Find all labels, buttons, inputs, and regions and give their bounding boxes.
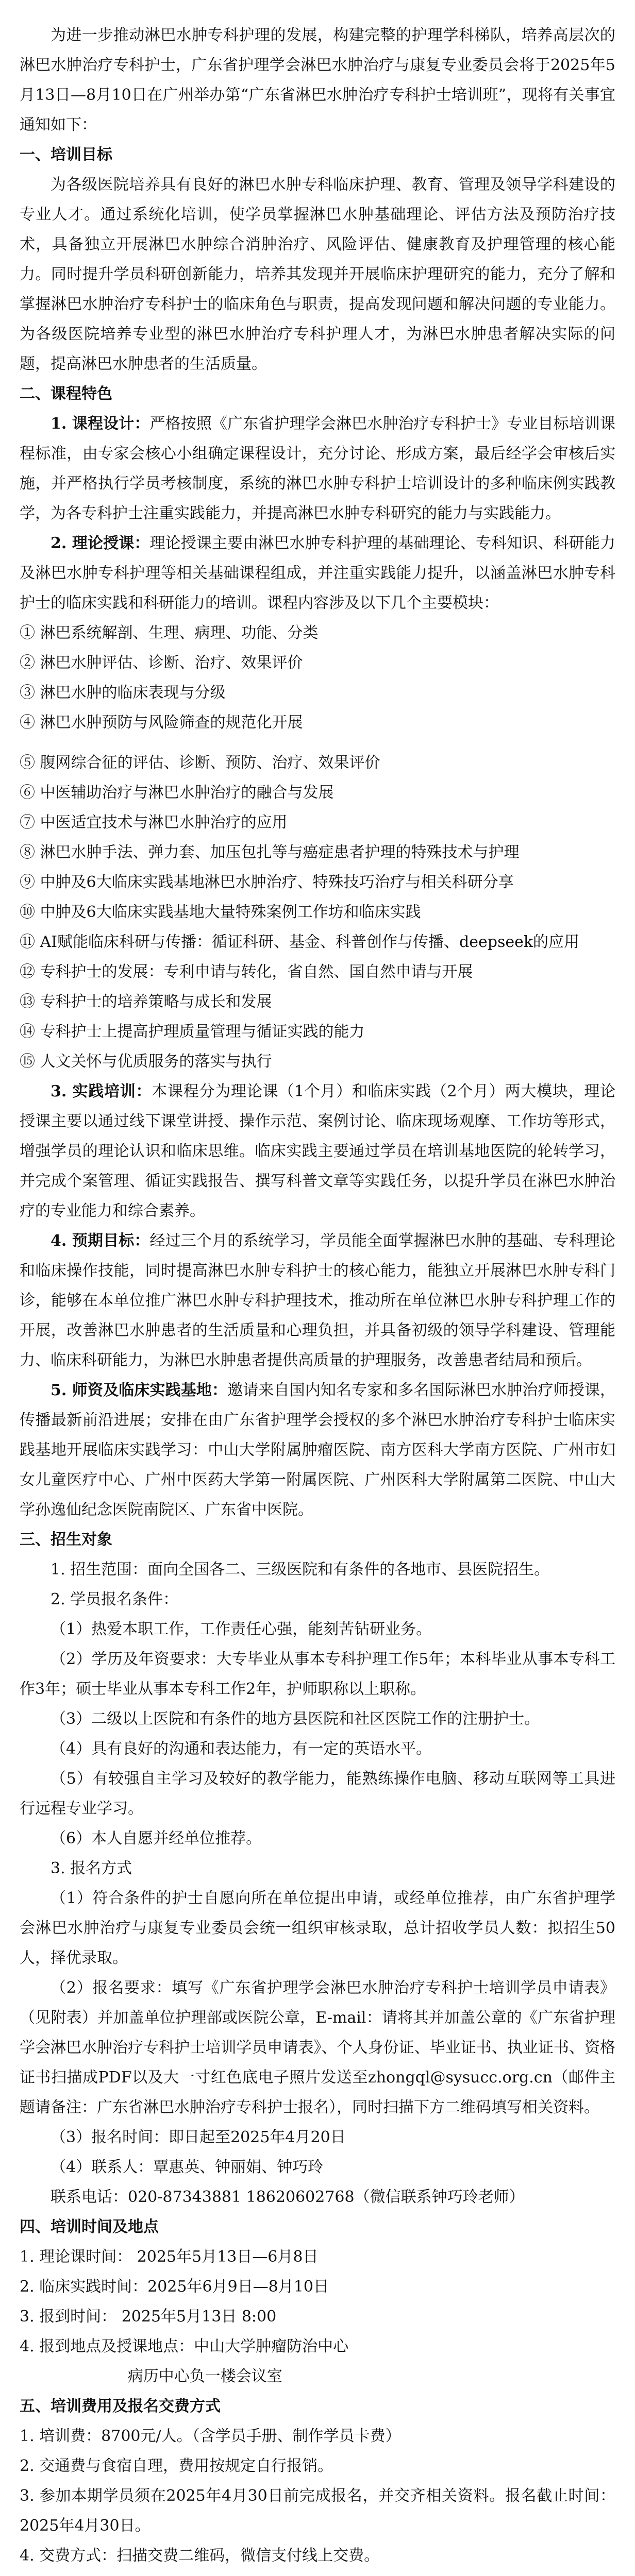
condition-item: （3）二级以上医院和有条件的地方县医院和社区医院工作的注册护士。 [51, 1710, 540, 1728]
fee-item: 3. 参加本期学员须在2025年4月30日前完成报名，并交齐相关资料。报名截止时间：2025年4月30日。 [20, 2487, 615, 2535]
module-item: ⑧ 淋巴水肿手法、弹力套、加压包扎等与癌症患者护理的特殊技术与护理 [20, 843, 520, 861]
notice-body [20, 21, 615, 2576]
course-design-lead: 1. 课程设计： [51, 415, 150, 433]
module-item: ① 淋巴系统解剖、生理、病理、功能、分类 [20, 624, 319, 642]
module-item: ② 淋巴水肿评估、诊断、治疗、效果评价 [20, 654, 303, 672]
fee-item: 1. 培训费：8700元/人。（含学员手册、制作学员卡费） [20, 2427, 401, 2445]
contact-phone: 联系电话：020-87343881 18620602768（微信联系钟巧玲老师） [51, 2188, 525, 2206]
practice-paragraph [20, 1077, 615, 1226]
module-item: ④ 淋巴水肿预防与风险筛查的规范化开展 [20, 714, 303, 732]
theory-text: 理论授课主要由淋巴水肿专科护理的基础理论、专科知识、科研能力及淋巴水肿专科护理等相关基础课程组成，并注重实践能力提升，以涵盖淋巴水肿专科护士的临床实践和科研能力的培训。课程内容涉及以下几个主要模块： [20, 534, 616, 612]
module-item: ⑩ 中肿及6大临床实践基地大量特殊案例工作坊和临床实践 [20, 903, 421, 921]
section-3-title: 三、招生对象 [20, 1531, 112, 1549]
fee-item: 2. 交通费与食宿自理，费用按规定自行报销。 [20, 2457, 333, 2475]
fee-item [20, 2571, 615, 2576]
section-1-title: 一、培训目标 [20, 146, 112, 164]
condition-item: （2）学历及年资要求：大专毕业从事本专科护理工作5年；本科毕业从事本专科工作3年；硕士毕业从事本专科工作2年，护师职称以上职称。 [20, 1650, 615, 1698]
practice-text: 本课程分为理论课（1个月）和临床实践（2个月）两大模块，理论授课主要以通过线下课堂讲授、操作示范、案例讨论、临床现场观摩、工作坊等形式，增强学员的理论认识和临床思维。临床实践主要通过学员在培训基地医院的轮转学习，并完成个案管理、循证实践报告、撰写科普文章等实践任务，以提升学员在淋巴水肿治疗的专业能力和综合素养。 [20, 1082, 615, 1220]
condition-item: （5）有较强自主学习及较好的教学能力，能熟练操作电脑、移动互联网等工具进行远程专业学习。 [20, 1770, 615, 1818]
intro-paragraph: 为进一步推动淋巴水肿专科护理的发展，构建完整的护理学科梯队，培养高层次的淋巴水肿治疗专科护士，广东省护理学会淋巴水肿治疗与康复专业委员会将于2025年5月13日—8月10日在广州举办第“广东省淋巴水肿治疗专科护士培训班”，现将有关事宜通知如下： [20, 26, 615, 134]
module-item: ⑮ 人文关怀与优质服务的落实与执行 [20, 1053, 272, 1071]
schedule-item: 2. 临床实践时间：2025年6月9日—8月10日 [20, 2278, 329, 2296]
section-5-title: 五、培训费用及报名交费方式 [20, 2397, 221, 2415]
signup-item: （2）报名要求：填写《广东省护理学会淋巴水肿治疗专科护士培训学员申请表》（见附表）并加盖单位护理部或医院公章，E-mail：请将其并加盖公章的《广东省护理学会淋巴水肿治疗专科护士培训学员申请表》、个人身份证、毕业证书、执业证书、资格证书扫描成PDF以及大一寸红色底电子照片发送至zhongql@sysucc.org.cn（邮件主题请备注：广东省淋巴水肿治疗专科护士报名），同时扫描下方二维码填写相关资料。 [20, 1979, 615, 2116]
module-item: ⑦ 中医适宜技术与淋巴水肿治疗的应用 [20, 814, 288, 832]
schedule-item: 病历中心负一楼会议室 [20, 2367, 282, 2385]
goal-lead: 4. 预期目标： [51, 1232, 150, 1250]
signup-method: 3. 报名方式 [51, 1859, 132, 1877]
schedule-item: 1. 理论课时间： 2025年5月13日—6月8日 [20, 2248, 319, 2266]
condition-item: （6）本人自愿并经单位推荐。 [51, 1829, 262, 1848]
module-item: ⑨ 中肿及6大临床实践基地淋巴水肿治疗、特殊技巧治疗与相关科研分享 [20, 873, 514, 891]
schedule-item: 4. 报到地点及授课地点：中山大学肿瘤防治中心 [20, 2337, 349, 2355]
faculty-lead: 5. 师资及临床实践基地： [51, 1381, 228, 1399]
module-item: ⑭ 专科护士上提高护理质量管理与循证实践的能力 [20, 1023, 365, 1041]
condition-item: （1）热爱本职工作，工作责任心强，能刻苦钻研业务。 [51, 1620, 432, 1638]
practice-lead: 3. 实践培训： [51, 1082, 152, 1100]
faculty-text: 邀请来自国内知名专家和多名国际淋巴水肿治疗师授课，传播最新前沿进展；安排在由广东省护理学会授权的多个淋巴水肿治疗专科护士临床实践基地开展临床实践学习：中山大学附属肿瘤医院、南方医科大学南方医院、广州市妇女儿童医疗中心、广州中医药大学第一附属医院、广州医科大学附属第二医院、中山大学孙逸仙纪念医院南院区、广东省中医院。 [20, 1381, 615, 1519]
fee-item: 4. 交费方式：扫描交费二维码，微信支付线上交费。 [20, 2547, 380, 2565]
goal-paragraph [20, 1226, 615, 1376]
contact-people: （4）联系人：覃惠英、钟丽娟、钟巧玲 [51, 2158, 324, 2176]
schedule-item: 3. 报到时间： 2025年5月13日 8:00 [20, 2308, 277, 2326]
theory-lead: 2. 理论授课： [51, 534, 150, 552]
module-item: ⑬ 专科护士的培养策略与成长和发展 [20, 993, 272, 1011]
module-item: ⑫ 专科护士的发展：专利申请与转化，省自然、国自然申请与开展 [20, 963, 473, 981]
section-4-title: 四、培训时间及地点 [20, 2218, 159, 2236]
condition-item: （4）具有良好的沟通和表达能力，有一定的英语水平。 [51, 1740, 432, 1758]
goal-text: 经过三个月的系统学习，学员能全面掌握淋巴水肿的基础、专科理论和临床操作技能，同时提高淋巴水肿专科护士的核心能力，能独立开展淋巴水肿专科门诊，能够在本单位推广淋巴水肿专科护理技术，推动所在单位淋巴水肿专科护理工作的开展，改善淋巴水肿患者的生活质量和心理负担，并具备初级的领导学科建设、管理能力、临床科研能力，为淋巴水肿患者提供高质量的护理服务，改善患者结局和预后。 [20, 1232, 616, 1369]
course-design-text: 严格按照《广东省护理学会淋巴水肿治疗专科护士》专业目标培训课程标准，由专家会核心小组确定课程设计，充分讨论、形成方案，最后经学会审核后实施，并严格执行学员考核制度，系统的淋巴水肿专科护士培训设计的多种临床例实践教学，为各专科护士注重实践能力，并提高淋巴水肿专科研究的能力与实践能力。 [20, 415, 616, 522]
faculty-paragraph [20, 1376, 615, 1525]
module-item: ⑥ 中医辅助治疗与淋巴水肿治疗的融合与发展 [20, 784, 334, 802]
module-item: ⑪ AI赋能临床科研与传播：循证科研、基金、科普创作与传播、deepseek的应用 [20, 933, 580, 951]
module-item: ③ 淋巴水肿的临床表现与分级 [20, 684, 226, 702]
section-2-title: 二、课程特色 [20, 385, 112, 403]
course-design-paragraph [20, 409, 615, 529]
signup-item: （1）符合条件的护士自愿向所在单位提出申请，或经单位推荐，由广东省护理学会淋巴水肿治疗与康复专业委员会统一组织审核录取，总计招收学员人数：拟招生50人，择优录取。 [20, 1889, 615, 1967]
enroll-conditions: 2. 学员报名条件： [51, 1590, 179, 1608]
section-1-body: 为各级医院培养具有良好的淋巴水肿专科临床护理、教育、管理及领导学科建设的专业人才。通过系统化培训，使学员掌握淋巴水肿基础理论、评估方法及预防治疗技术，具备独立开展淋巴水肿综合消肿治疗、风险评估、健康教育及护理管理的核心能力。同时提升学员科研创新能力，培养其发现并开展临床护理研究的能力，充分了解和掌握淋巴水肿治疗专科护士的临床角色与职责，提高发现问题和解决问题的专业能力。为各级医院培养专业型的淋巴水肿治疗专科护理人才，为淋巴水肿患者解决实际的问题，提高淋巴水肿患者的生活质量。 [20, 176, 615, 373]
theory-paragraph [20, 529, 615, 618]
module-item: ⑤ 腹网综合征的评估、诊断、预防、治疗、效果评价 [20, 754, 380, 772]
signup-item: （3）报名时间：即日起至2025年4月20日 [51, 2128, 346, 2146]
enroll-scope: 1. 招生范围：面向全国各二、三级医院和有条件的各地市、县医院招生。 [51, 1561, 550, 1579]
